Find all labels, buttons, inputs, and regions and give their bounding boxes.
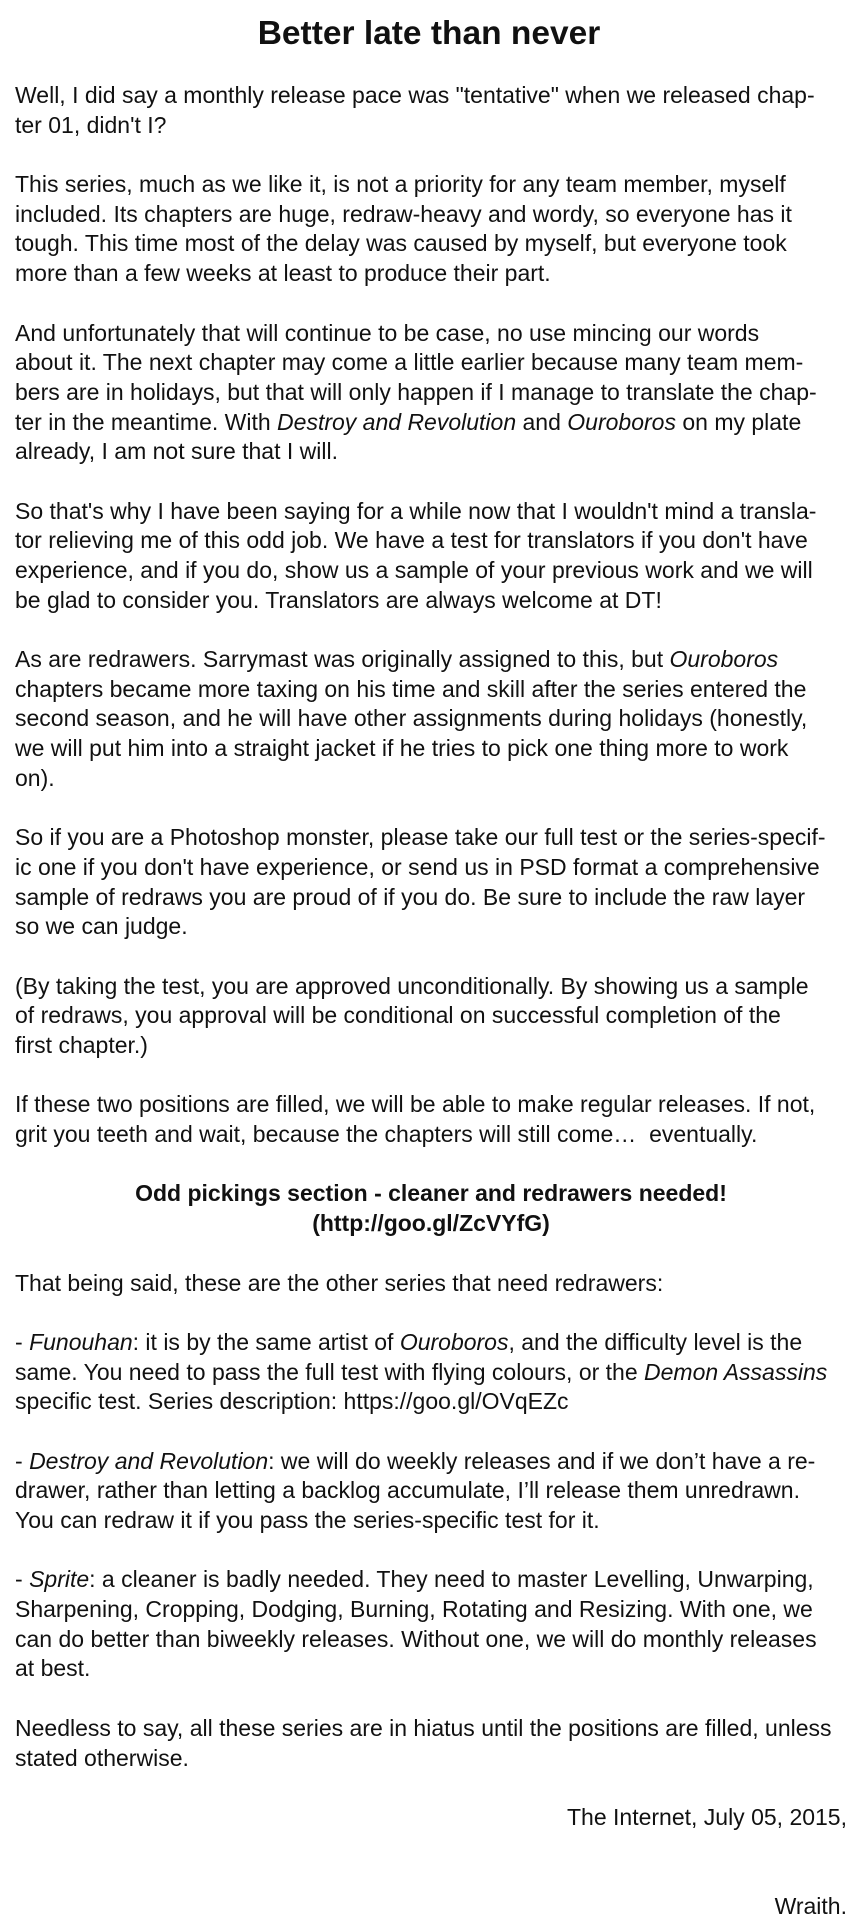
text-line: ic one if you don't have experience, or send us in PSD format a comprehensive xyxy=(15,853,820,880)
signoff xyxy=(15,1803,847,1922)
paragraph xyxy=(15,319,847,467)
text-line: on). xyxy=(15,764,55,791)
paragraph xyxy=(15,1447,847,1536)
italic-text: Demon Assassins xyxy=(644,1358,828,1385)
text-line: grit you teeth and wait, because the chapters will still come… eventually. xyxy=(15,1121,758,1148)
text-line: And unfortunately that will continue to be case, no use mincing our words xyxy=(15,319,760,346)
paragraph xyxy=(15,1565,847,1684)
text-line: Sharpening, Cropping, Dodging, Burning, Rotating and Resizing. With one, we xyxy=(15,1596,813,1623)
text-line: This series, much as we like it, is not a priority for any team member, myself xyxy=(15,171,786,198)
paragraph xyxy=(15,497,847,616)
text-line: we will put him into a straight jacket if he tries to pick one thing more to work xyxy=(15,735,789,762)
italic-text: Ouroboros xyxy=(567,408,676,435)
page-title: Better late than never xyxy=(257,15,601,52)
text-segment: same. You need to pass the full test with flying colours, or the xyxy=(15,1358,645,1385)
text-line: stated otherwise. xyxy=(15,1744,189,1771)
text-segment: : we will do weekly releases and if we don’t have a re- xyxy=(268,1447,816,1474)
announcement-paragraphs xyxy=(15,81,847,1150)
paragraph xyxy=(15,1714,847,1773)
text-line: about it. The next chapter may come a little earlier because many team mem- xyxy=(15,349,804,376)
signoff-place-date: The Internet, July 05, 2015, xyxy=(566,1803,847,1830)
paragraph xyxy=(15,645,847,793)
text-line xyxy=(15,408,847,438)
text-line: So that's why I have been saying for a while now that I wouldn't mind a transla- xyxy=(15,497,817,524)
text-line: second season, and he will have other assignments during holidays (honestly, xyxy=(15,705,808,732)
text-segment: : a cleaner is badly needed. They need to master Levelling, Unwarping, xyxy=(89,1566,814,1593)
text-line xyxy=(15,1565,847,1595)
paragraph xyxy=(15,1269,847,1299)
text-line: tough. This time most of the delay was caused by myself, but everyone took xyxy=(15,230,787,257)
text-line xyxy=(15,1328,847,1358)
italic-text: Ouroboros xyxy=(669,646,779,673)
series-paragraphs xyxy=(15,1269,847,1774)
text-line: included. Its chapters are huge, redraw-heavy and wordy, so everyone has it xyxy=(15,200,792,227)
text-line: sample of redraws you are proud of if you do. Be sure to include the raw layer xyxy=(15,883,806,910)
paragraph xyxy=(15,170,847,289)
notice-title: Odd pickings section - cleaner and redrawers needed! xyxy=(135,1180,727,1207)
text-line: more than a few weeks at least to produce their part. xyxy=(15,260,551,287)
paragraph xyxy=(15,1328,847,1417)
text-line xyxy=(15,1358,847,1388)
text-line xyxy=(15,1447,847,1477)
text-line: at best. xyxy=(15,1655,91,1682)
text-segment: and xyxy=(516,408,568,435)
signoff-author: Wraith. xyxy=(774,1892,847,1919)
italic-text: Funouhan xyxy=(29,1328,133,1355)
text-line: of redraws, you approval will be conditional on successful completion of the xyxy=(15,1002,781,1029)
text-line: ter 01, didn't I? xyxy=(15,111,167,138)
text-line: Needless to say, all these series are in hiatus until the positions are filled, unless xyxy=(15,1714,832,1741)
italic-text: Destroy and Revolution xyxy=(29,1447,269,1474)
text-line: so we can judge. xyxy=(15,913,188,940)
text-segment: - xyxy=(15,1328,30,1355)
paragraph xyxy=(15,972,847,1061)
text-line: tor relieving me of this odd job. We have a test for translators if you don't have xyxy=(15,527,808,554)
text-line: That being said, these are the other series that need redrawers: xyxy=(15,1269,664,1296)
notice-heading xyxy=(15,1179,847,1238)
text-segment: ter in the meantime. With xyxy=(15,408,278,435)
text-line: (By taking the test, you are approved unconditionally. By showing us a sample xyxy=(15,972,809,999)
text-line: If these two positions are filled, we will be able to make regular releases. If not, xyxy=(15,1091,816,1118)
text-line: specific test. Series description: https://goo.gl/OVqEZc xyxy=(15,1388,569,1415)
text-line: experience, and if you do, show us a sample of your previous work and we will xyxy=(15,557,813,583)
italic-text: Sprite xyxy=(29,1566,90,1593)
text-line: chapters became more taxing on his time and skill after the series entered the xyxy=(15,675,807,702)
text-line: You can redraw it if you pass the series-specific test for it. xyxy=(15,1507,600,1533)
paragraph xyxy=(15,823,847,942)
paragraph xyxy=(15,81,847,140)
text-segment: As are redrawers. Sarrymast was originally assigned to this, but xyxy=(15,646,670,673)
text-line: first chapter.) xyxy=(15,1032,148,1058)
text-line: can do better than biweekly releases. Without one, we will do monthly releases xyxy=(15,1625,817,1652)
text-line: be glad to consider you. Translators are always welcome at DT! xyxy=(15,586,662,613)
text-segment: on my plate xyxy=(675,408,802,435)
text-segment: , and the difficulty level is the xyxy=(508,1328,803,1355)
text-line xyxy=(15,645,847,675)
text-line: Well, I did say a monthly release pace was "tentative" when we released chap- xyxy=(15,82,815,108)
text-segment: : it is by the same artist of xyxy=(132,1328,400,1355)
text-line: bers are in holidays, but that will only happen if I manage to translate the chap- xyxy=(15,378,817,405)
document-body xyxy=(15,81,847,1922)
text-segment: - xyxy=(15,1566,30,1593)
text-segment: - xyxy=(15,1447,30,1474)
paragraph xyxy=(15,1090,847,1149)
italic-text: Ouroboros xyxy=(399,1328,509,1355)
text-line: already, I am not sure that I will. xyxy=(15,438,338,465)
text-line: drawer, rather than letting a backlog accumulate, I’ll release them unredrawn. xyxy=(15,1477,800,1504)
italic-text: Destroy and Revolution xyxy=(277,408,517,435)
text-line: So if you are a Photoshop monster, please take our full test or the series-specif- xyxy=(15,824,826,851)
notice-link: (http://goo.gl/ZcVYfG) xyxy=(312,1210,550,1237)
